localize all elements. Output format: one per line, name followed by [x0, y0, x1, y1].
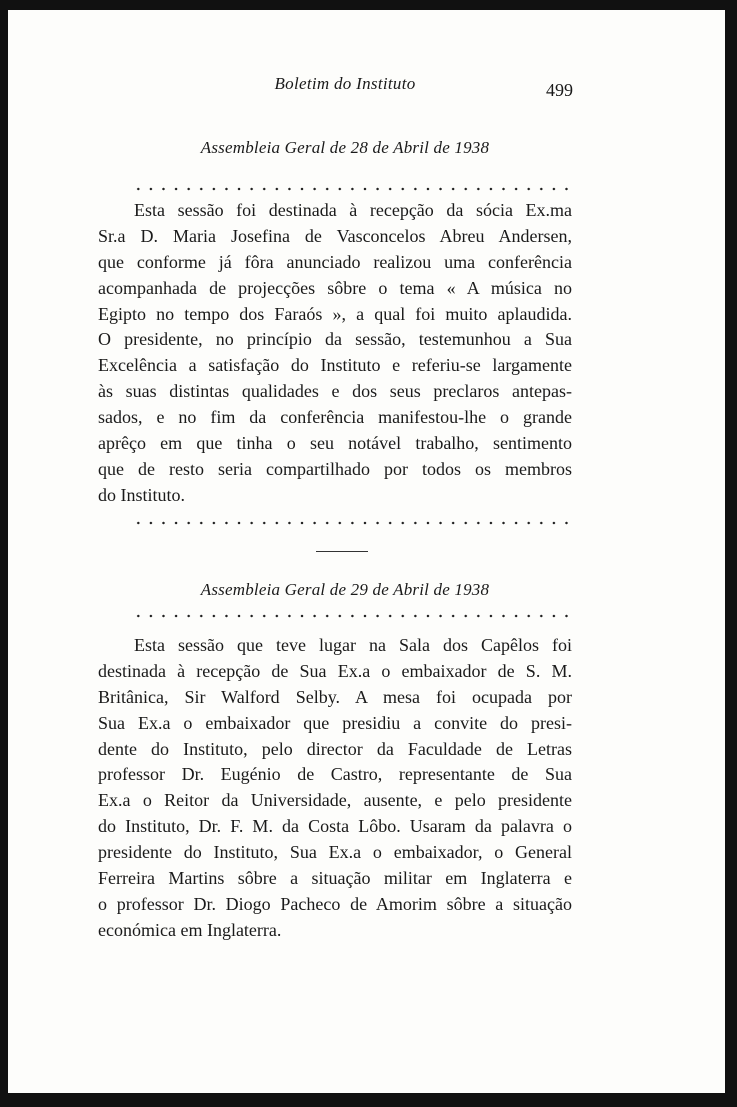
text-line: Egipto no tempo dos Faraós », a qual foi muito aplaudida.	[98, 303, 572, 324]
scan-border-right	[725, 0, 737, 1107]
dotted-separator	[132, 521, 572, 525]
section-paragraph	[98, 198, 572, 509]
text-line: acompanhada de projecções sôbre o tema « A música no	[98, 277, 572, 298]
section-heading: Assembleia Geral de 28 de Abril de 1938	[200, 138, 490, 157]
text-line: do Instituto, Dr. F. M. da Costa Lôbo. Usaram da palavra o	[98, 816, 572, 837]
text-line: Sr.a D. Maria Josefina de Vasconcelos Abreu Andersen,	[98, 225, 572, 246]
section-paragraph	[98, 633, 572, 944]
text-line: Ex.a o Reitor da Universidade, ausente, e pelo presidente	[98, 790, 572, 811]
text-line: Sua Ex.a o embaixador que presidiu a convite do presi-	[98, 712, 572, 733]
text-line: do Instituto.	[98, 484, 186, 505]
scan-border-top	[0, 0, 737, 10]
scan-border-left	[0, 0, 8, 1107]
running-head: Boletim do Instituto	[274, 74, 416, 93]
text-line: às suas distintas qualidades e dos seus preclaros antepas-	[98, 381, 572, 402]
text-line: destinada à recepção de Sua Ex.a o embaixador de S. M.	[98, 660, 572, 681]
text-line: O presidente, no princípio da sessão, testemunhou a Sua	[98, 329, 572, 350]
text-line: o professor Dr. Diogo Pacheco de Amorim sôbre a situação	[98, 893, 572, 914]
text-line: Ferreira Martins sôbre a situação militar em Inglaterra e	[98, 868, 572, 889]
text-line: sados, e no fim da conferência manifestou-lhe o grande	[98, 407, 572, 428]
text-line: aprêço em que tinha o seu notável trabalho, sentimento	[98, 433, 572, 454]
dotted-separator	[132, 614, 572, 618]
scan-border-bottom	[0, 1093, 737, 1107]
text-line: Esta sessão que teve lugar na Sala dos Capêlos foi	[134, 635, 572, 655]
page-number: 499	[546, 80, 573, 100]
section-rule	[316, 551, 368, 552]
text-line: Excelência a satisfação do Instituto e referiu-se largamente	[98, 355, 572, 376]
text-line: económica em Inglaterra.	[98, 919, 282, 940]
text-line: dente do Instituto, pelo director da Faculdade de Letras	[98, 738, 572, 759]
text-line: que conforme já fôra anunciado realizou uma conferência	[98, 251, 572, 272]
text-line: presidente do Instituto, Sua Ex.a o embaixador, o General	[98, 842, 572, 863]
text-line: Esta sessão foi destinada à recepção da sócia Ex.ma	[134, 200, 572, 220]
text-line: Britânica, Sir Walford Selby. A mesa foi ocupada por	[98, 686, 572, 707]
text-line: que de resto seria compartilhado por todos os membros	[98, 458, 572, 479]
section-heading: Assembleia Geral de 29 de Abril de 1938	[200, 580, 490, 599]
text-line: professor Dr. Eugénio de Castro, representante de Sua	[98, 764, 572, 785]
dotted-separator	[132, 187, 572, 191]
